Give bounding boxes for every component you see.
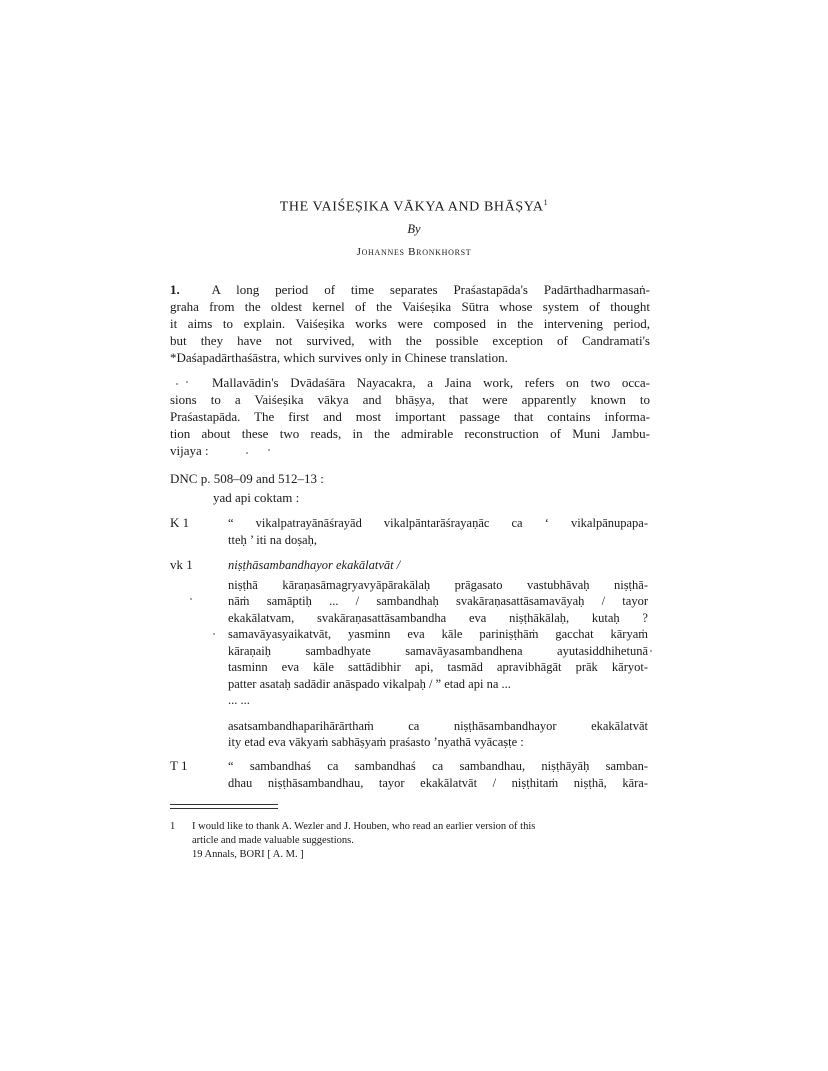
text-line: niṣṭhā kāraṇasāmagryavyāpārakālaḥ prāgasato vastubhāvaḥ niṣṭhā-: [228, 577, 648, 592]
text-line: 1. A long period of time separates Praśastapāda's Padārthadharmasaṅ-: [170, 282, 650, 297]
text-line: *Daśapadārthaśāstra, which survives only in Chinese translation.: [170, 350, 508, 365]
vk1-heading: niṣṭhāsambandhayor ekakālatvāt /: [228, 558, 401, 572]
scan-speck: [650, 650, 652, 652]
text-line: Mallavādin's Dvādaśāra Nayacakra, a Jaina work, refers on two occa-: [212, 375, 650, 390]
text-line: tasminn eva kāle sattādibhir api, tasmād apravibhāgāt prāk kāryot-: [228, 660, 648, 674]
text-line: vijaya :: [170, 443, 209, 458]
text-line: it aims to explain. Vaiśeṣika works were composed in the intervening period,: [170, 316, 650, 331]
text-line: Praśastapāda. The first and most important passage that contains informa-: [170, 409, 650, 424]
text-line: sions to a Vaiśeṣika vākya and bhāṣya, that were apparently known to: [170, 392, 650, 407]
text-line: “ vikalpatrayānāśrayād vikalpāntarāśrayaṇāc ca ‘ vikalpānupapa-: [228, 516, 648, 530]
text-line: but they have not survived, with the possible exception of Candramati's: [170, 333, 650, 348]
text-line: asatsambandhaparihārārthaṁ ca niṣṭhāsambandhayor ekakālatvāt: [228, 718, 648, 733]
scan-speck: [246, 452, 248, 454]
section-number: 1.: [170, 282, 180, 297]
text-line: samavāyasyaikatvāt, yasminn eva kāle pariniṣṭhāṁ gacchat kāryaṁ: [228, 627, 648, 641]
text-line: graha from the oldest kernel of the Vaiśeṣika Sūtra whose system of thought: [170, 299, 650, 314]
ellipsis-line: ... ...: [228, 693, 250, 707]
intro-paragraph: [170, 281, 650, 366]
footnote-rule: [170, 804, 278, 805]
text-line: ity etad eva vākyaṁ sabhāṣyaṁ praśasto ’nyathā vyācaṣṭe :: [228, 735, 524, 749]
citation-intro: yad api coktam :: [213, 490, 300, 505]
vk1-label: vk 1: [170, 557, 193, 572]
article-title: THE VAIŚEṢIKA VĀKYA AND BHĀṢYA$^1$: [279, 198, 549, 215]
text-line: tteḥ ’ iti na doṣaḥ,: [228, 532, 317, 547]
scan-speck: [190, 598, 192, 600]
text-line: tion about these two reads, in the admirable reconstruction of Muni Jambu-: [170, 426, 650, 441]
byline: By: [407, 222, 421, 236]
k1-text: [228, 515, 648, 548]
k1-label: K 1: [170, 515, 190, 530]
second-paragraph: [170, 374, 650, 459]
text-line: ekakālatvam, svakāraṇasattāsambandha eva niṣṭhākālaḥ, kutaḥ ?: [228, 610, 648, 625]
footnote-line: 1 I would like to thank A. Wezler and J. Houben, who read an earlier version of this: [170, 821, 536, 832]
t1-text: [228, 758, 648, 791]
footnote-number: 1: [170, 821, 176, 832]
footnote: [170, 820, 650, 862]
t1-label: T 1: [170, 758, 188, 773]
scan-speck: [176, 383, 178, 385]
vk1-text: [228, 557, 648, 751]
author-name: Johannes Bronkhorst: [356, 246, 472, 258]
title-footnote-mark: 1: [543, 198, 549, 207]
text-line: patter asataḥ sadādir anāspado vikalpaḥ / ” etad api na ...: [228, 676, 511, 691]
scan-speck: [268, 449, 270, 451]
page-mark: 19 Annals, BORI [ A. M. ]: [192, 849, 304, 860]
text-line: kāraṇaiḥ sambadhyate samavāyasambandhena ayutasiddhihetunā: [228, 643, 648, 658]
text-line: dhau niṣṭhāsambandhau, tayor ekakālatvāt / niṣṭhitaṁ niṣṭhā, kāra-: [228, 775, 648, 790]
scan-speck: [186, 381, 188, 383]
text-line: nāṁ samāptiḥ ... / sambandhaḥ svakāraṇasattāsamavāyaḥ / tayor: [228, 594, 648, 608]
footnote-rule: [170, 808, 278, 809]
scan-speck: [213, 633, 215, 635]
footnote-line: article and made valuable suggestions.: [192, 835, 354, 846]
text-line: “ sambandhaś ca sambandhaś ca sambandhau, niṣṭhāyāḥ samban-: [228, 759, 648, 773]
citation-reference: DNC p. 508–09 and 512–13 :: [170, 471, 324, 486]
